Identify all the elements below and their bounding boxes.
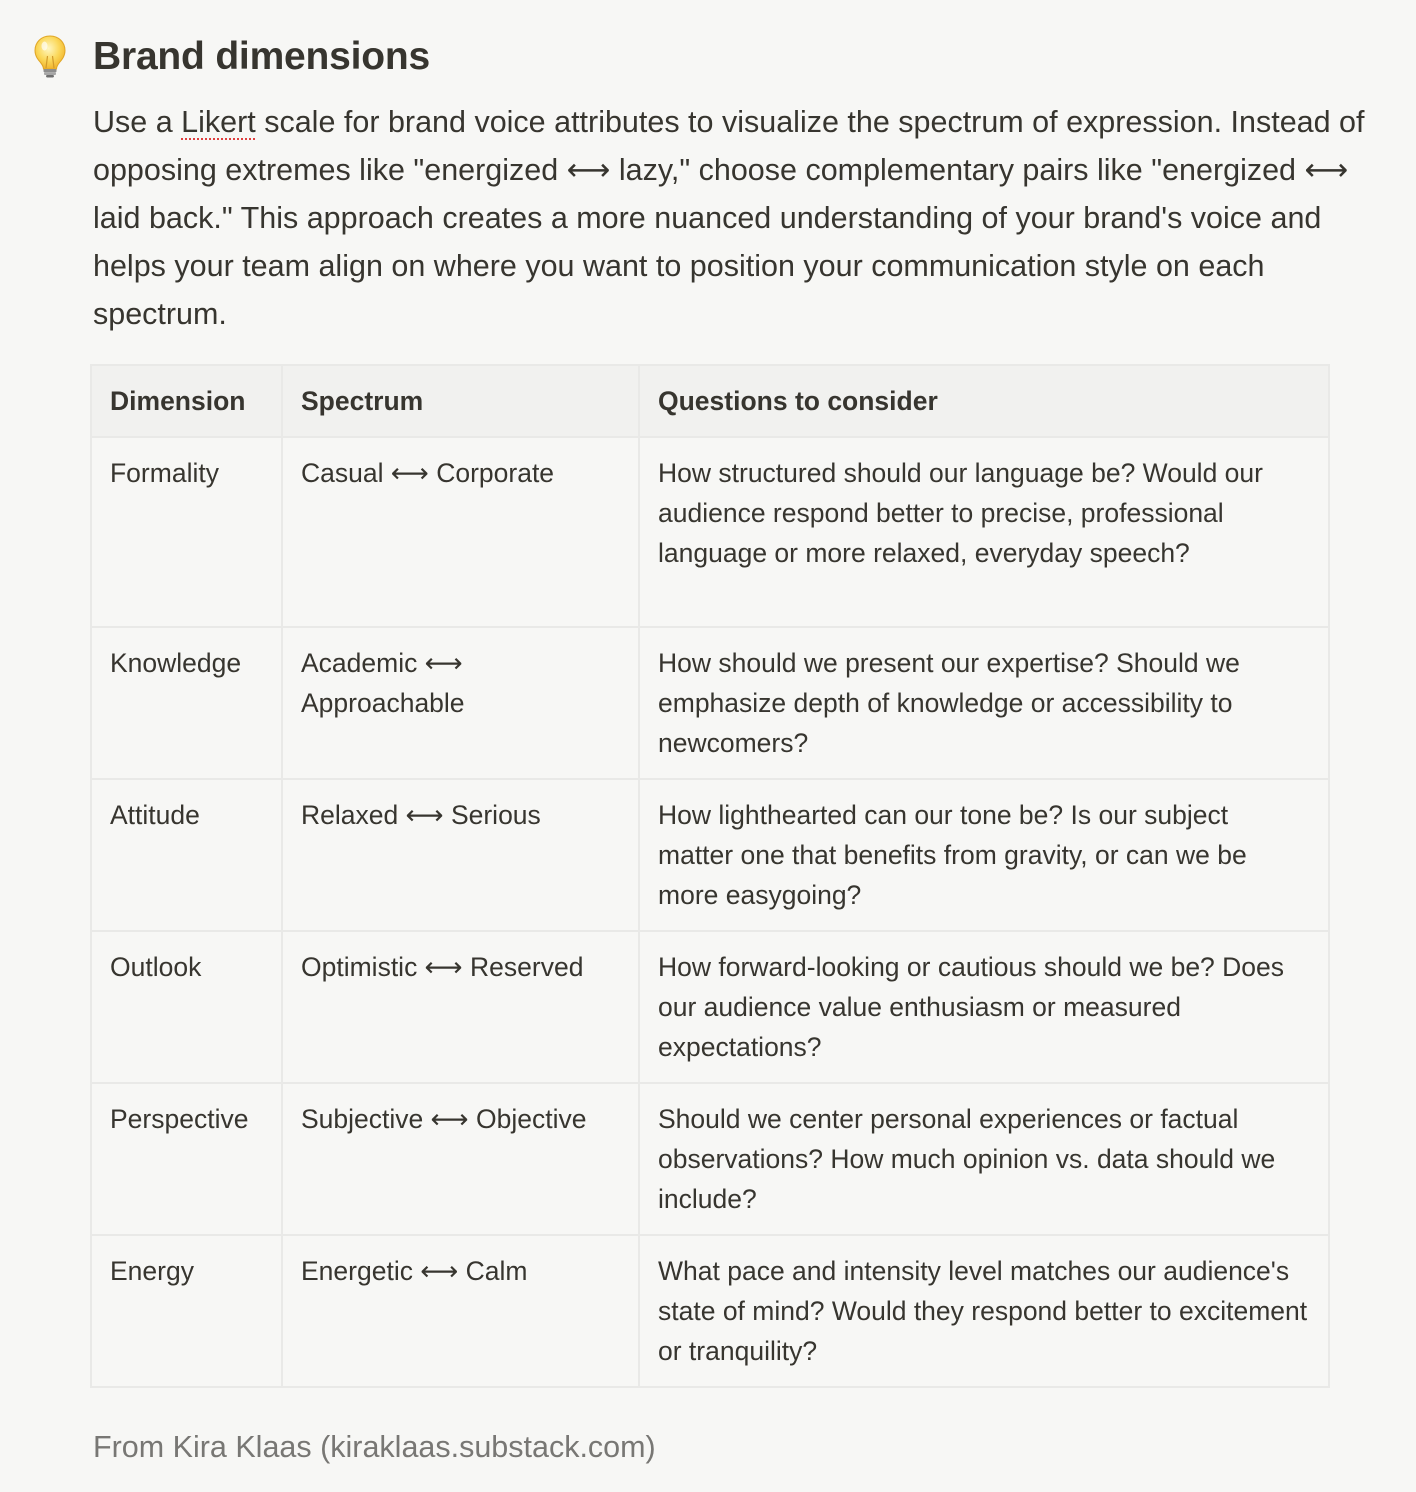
spectrum-cell[interactable]: Subjective ⟷ Objective	[282, 1083, 639, 1235]
spellcheck-flagged-word[interactable]: Likert	[181, 105, 256, 139]
lightbulb-icon	[32, 34, 68, 78]
intro-text-start: Use a	[93, 105, 182, 139]
intro-paragraph	[93, 98, 1383, 338]
table-row	[91, 931, 1329, 1083]
column-header-questions[interactable]: Questions to consider	[639, 365, 1329, 437]
question-cell[interactable]: How structured should our language be? Would our audience respond better to precise, professional language or more relaxed, everyday speech?	[639, 437, 1329, 627]
table-row	[91, 1083, 1329, 1235]
dimension-cell[interactable]: Knowledge	[91, 627, 282, 779]
dimension-cell[interactable]: Energy	[91, 1235, 282, 1387]
table-row	[91, 779, 1329, 931]
question-cell[interactable]: Should we center personal experiences or factual observations? How much opinion vs. data should we include?	[639, 1083, 1329, 1235]
dimension-cell[interactable]: Formality	[91, 437, 282, 627]
spectrum-cell[interactable]: Casual ⟷ Corporate	[282, 437, 639, 627]
column-header-spectrum[interactable]: Spectrum	[282, 365, 639, 437]
dimension-cell[interactable]: Outlook	[91, 931, 282, 1083]
spectrum-cell[interactable]: Energetic ⟷ Calm	[282, 1235, 639, 1387]
question-cell[interactable]: How forward-looking or cautious should we be? Does our audience value enthusiasm or measured expectations?	[639, 931, 1329, 1083]
spectrum-cell[interactable]: Optimistic ⟷ Reserved	[282, 931, 639, 1083]
column-header-dimension[interactable]: Dimension	[91, 365, 282, 437]
spectrum-cell[interactable]: Relaxed ⟷ Serious	[282, 779, 639, 931]
question-cell[interactable]: How should we present our expertise? Should we emphasize depth of knowledge or accessibility to newcomers?	[639, 627, 1329, 779]
callout-title: Brand dimensions	[93, 35, 431, 78]
question-cell[interactable]: How lighthearted can our tone be? Is our subject matter one that benefits from gravity, or can we be more easygoing?	[639, 779, 1329, 931]
source-attribution: From Kira Klaas (kiraklaas.substack.com)	[93, 1430, 656, 1464]
dimension-cell[interactable]: Attitude	[91, 779, 282, 931]
table-row	[91, 1235, 1329, 1387]
brand-dimensions-table	[90, 364, 1330, 1388]
spectrum-cell[interactable]: Academic ⟷ Approachable	[282, 627, 639, 779]
table-row	[91, 437, 1329, 627]
dimension-cell[interactable]: Perspective	[91, 1083, 282, 1235]
table-header-row	[91, 365, 1329, 437]
intro-text-rest: scale for brand voice attributes to visualize the spectrum of expression. Instead of opposing extremes like "energized ⟷ lazy," choose complementary pairs like "energized ⟷ laid back." This approach creates a more nuanced understanding of your brand's voice and helps your team align on where you want to position your communication style on each spectrum.	[93, 105, 1365, 331]
table-row	[91, 627, 1329, 779]
question-cell[interactable]: What pace and intensity level matches our audience's state of mind? Would they respond better to excitement or tranquility?	[639, 1235, 1329, 1387]
